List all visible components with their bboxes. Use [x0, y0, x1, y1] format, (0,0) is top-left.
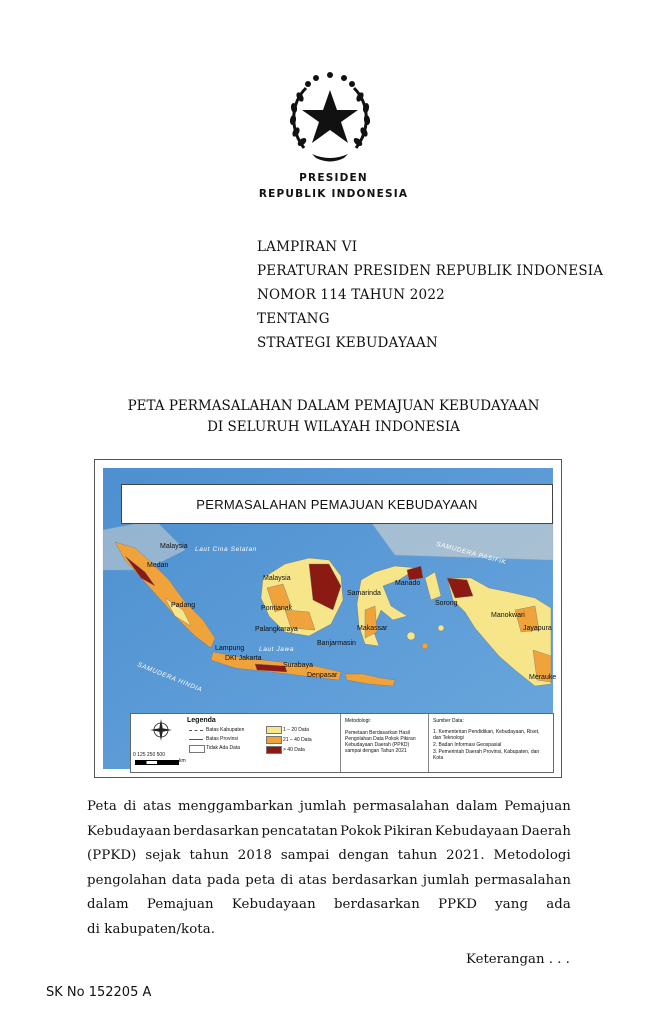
scale-bar-label: 0 125 250 500 — [133, 752, 165, 758]
legend-class-1: 1 – 20 Data — [283, 727, 309, 733]
label-laut-jawa: Laut Jawa — [259, 646, 295, 653]
scale-unit: km — [179, 758, 186, 764]
paragraph-word: permasalahan — [474, 872, 571, 888]
label-malaysia-west: Malaysia — [160, 543, 188, 550]
paragraph-word: di — [280, 872, 294, 888]
description-paragraph — [87, 795, 571, 943]
legend-no-data: Tidak Ada Data — [206, 745, 241, 751]
label-malaysia-borneo: Malaysia — [263, 575, 291, 582]
paragraph-word: PPKD — [438, 897, 477, 913]
paragraph-word: 2021. — [446, 848, 485, 864]
label-banjarmasin: Banjarmasin — [317, 640, 356, 647]
paragraph-word: Kebudayaan — [434, 823, 519, 839]
paragraph-word: Metodologi — [493, 848, 571, 864]
scale-bar — [135, 760, 179, 765]
metodologi-title: Metodologi: — [345, 718, 371, 724]
sumber-title: Sumber Data: — [433, 718, 464, 724]
paragraph-word: jumlah — [299, 799, 347, 814]
label-merauke: Merauke — [529, 674, 557, 681]
label-makassar: Makassar — [357, 625, 388, 632]
label-surabaya: Surabaya — [283, 662, 313, 669]
label-medan: Medan — [147, 562, 169, 569]
legend-divider — [340, 714, 341, 772]
map-legend — [130, 713, 554, 773]
paragraph-word: dalam — [87, 897, 129, 913]
paragraph-word: di kabupaten/kota. — [87, 921, 216, 937]
paragraph-line — [87, 844, 571, 869]
paragraph-word: peta — [245, 872, 276, 888]
about-line: TENTANG — [257, 311, 330, 327]
swatch-no-data — [189, 745, 205, 753]
paragraph-line — [87, 918, 571, 943]
paragraph-word: berdasarkan — [331, 872, 418, 888]
label-pontianak: Pontianak — [261, 605, 293, 612]
header-president: PRESIDEN — [299, 172, 368, 184]
paragraph-word: pengolahan — [87, 872, 167, 888]
kabupaten-line-symbol — [189, 730, 203, 731]
label-samudera-pasifik: SAMUDERA PASIFIK — [435, 540, 508, 567]
paragraph-word: Peta — [87, 799, 117, 814]
number-line: NOMOR 114 TAHUN 2022 — [257, 287, 445, 303]
paragraph-word: yang — [495, 897, 529, 913]
paragraph-word: dengan — [338, 848, 389, 864]
legend-class-2: 21 – 40 Data — [283, 737, 312, 743]
paragraph-word: pencatatan — [261, 823, 338, 839]
paragraph-word: tahun — [397, 848, 438, 864]
paragraph-word: sejak — [145, 848, 181, 864]
paragraph-word: pada — [206, 872, 241, 888]
paragraph-word: sampai — [280, 848, 330, 864]
paragraph-line — [87, 795, 571, 820]
label-manado: Manado — [395, 580, 421, 587]
document-subtitle: DI SELURUH WILAYAH INDONESIA — [207, 419, 460, 435]
paragraph-word: dalam — [455, 799, 498, 814]
paragraph-word: Pikiran — [383, 823, 433, 839]
paragraph-word: permasalahan — [352, 799, 450, 814]
paragraph-word: di — [123, 799, 137, 814]
sumber-item: 2. Badan Informasi Geospasial — [433, 742, 502, 748]
paragraph-word: 2018 — [237, 848, 273, 864]
legend-kabupaten: Batas Kabupaten — [206, 727, 245, 733]
paragraph-line — [87, 869, 571, 894]
paragraph-word: berdasarkan — [173, 823, 260, 839]
swatch-class-1 — [266, 726, 282, 734]
header-republic: REPUBLIK INDONESIA — [258, 188, 409, 200]
label-samarinda: Samarinda — [347, 590, 381, 597]
paragraph-word: tahun — [189, 848, 229, 864]
document-title: PETA PERMASALAHAN DALAM PEMAJUAN KEBUDAYAAN — [127, 398, 540, 414]
paragraph-word: berdasarkan — [333, 897, 420, 913]
label-manokwari: Manokwari — [491, 612, 525, 619]
sk-number: SK No 152205 A — [46, 985, 152, 1000]
paragraph-word: Pemajuan — [504, 799, 571, 814]
sumber-item: 1. Kementerian Pendidikan, Kebudayaan, Riset, dan Teknologi — [433, 729, 540, 741]
paragraph-line — [87, 893, 571, 918]
label-padang: Padang — [171, 602, 196, 609]
paragraph-word: Kebudayaan — [231, 897, 316, 913]
label-sorong: Sorong — [435, 600, 458, 607]
legend-class-3: > 40 Data — [283, 747, 305, 753]
label-palangkaraya: Palangkaraya — [255, 626, 298, 633]
indonesia-map-figure — [94, 459, 562, 778]
keterangan-continuation: Keterangan . . . — [466, 952, 570, 967]
legend-divider — [428, 714, 429, 772]
compass-icon — [149, 718, 173, 742]
map-heading: PERMASALAHAN PEMAJUAN KEBUDAYAAN — [121, 484, 553, 524]
sumber-item: 3. Pemerintah Daerah Provinsi, Kabupaten, dan Kota — [433, 749, 540, 761]
garuda-star-emblem — [282, 70, 378, 166]
paragraph-word: atas — [142, 799, 172, 814]
paragraph-line — [87, 820, 571, 845]
label-laut-cina-selatan: Laut Cina Selatan — [195, 546, 257, 553]
paragraph-word: Daerah — [521, 823, 571, 839]
label-jayapura: Jayapura — [523, 625, 552, 632]
subject-line: STRATEGI KEBUDAYAAN — [257, 335, 438, 351]
label-samudera-hindia: SAMUDERA HINDIA — [136, 661, 204, 694]
paragraph-word: data — [171, 872, 202, 888]
paragraph-word: menggambarkan — [177, 799, 294, 814]
paragraph-word: Pemajuan — [146, 897, 214, 913]
legend-title: Legenda — [187, 717, 216, 724]
regulation-line: PERATURAN PRESIDEN REPUBLIK INDONESIA — [257, 263, 604, 279]
paragraph-word: Kebudayaan — [87, 823, 171, 839]
provinsi-line-symbol — [189, 739, 203, 740]
legend-provinsi: Batas Provinsi — [206, 736, 238, 742]
paragraph-word: ada — [546, 897, 571, 913]
label-lampung: Lampung — [215, 645, 245, 652]
label-denpasar: Denpasar — [307, 672, 338, 679]
label-dki-jakarta: DKI Jakarta — [225, 655, 262, 662]
paragraph-word: (PPKD) — [87, 848, 137, 864]
lampiran-line: LAMPIRAN VI — [257, 239, 358, 255]
swatch-class-3 — [266, 746, 282, 754]
paragraph-word: jumlah — [422, 872, 470, 888]
paragraph-word: Pokok — [340, 823, 382, 839]
paragraph-word: atas — [298, 872, 327, 888]
swatch-class-2 — [266, 736, 282, 744]
metodologi-text: Pemetaan Berdasarkan Hasil Pengolahan Data Pokok Pikiran Kebudayaan Daerah (PPKD) sampai dengan Tahun 2021 — [345, 730, 416, 754]
